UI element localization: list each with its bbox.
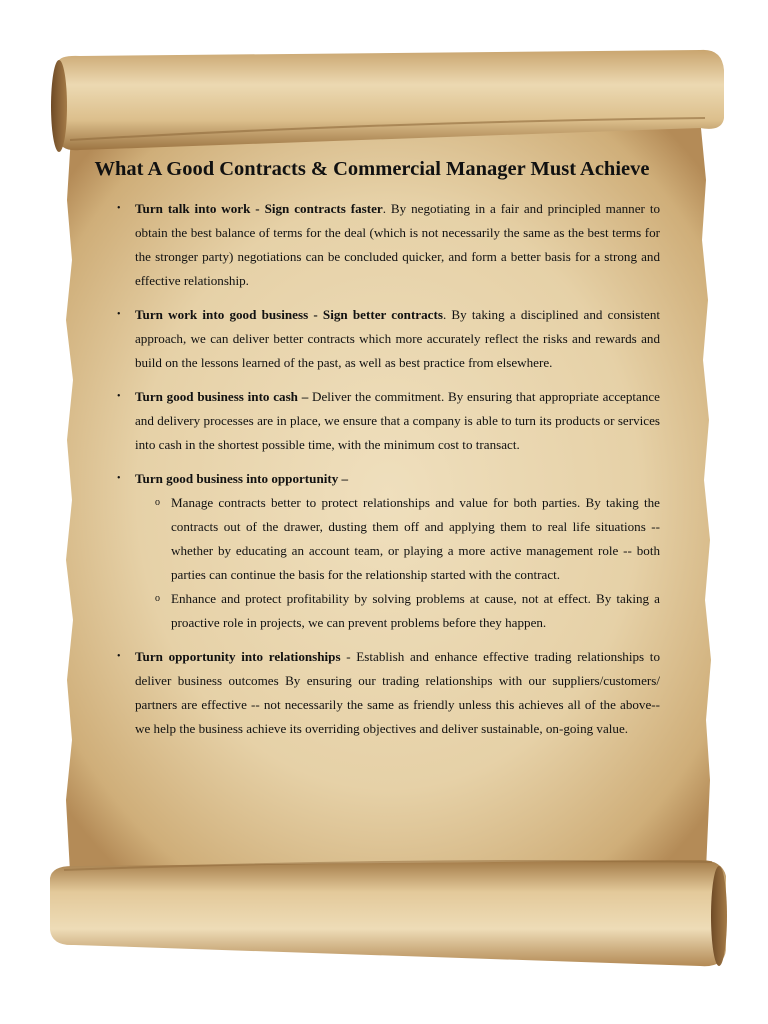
achievement-list xyxy=(84,197,660,741)
item-heading: Turn opportunity into relationships xyxy=(135,649,341,664)
sub-list xyxy=(135,491,660,635)
list-item xyxy=(84,385,660,457)
item-text: . By taking a disciplined and consistent approach, we can deliver better contracts which more accurately reflect the risks and rewards and build on the lessons learned of the past, as well as best practice from elsewhere. xyxy=(135,307,661,370)
item-text: . By negotiating in a fair and principled manner to obtain the best balance of terms for the deal (which is not necessarily the same as the best terms for the stronger party) negotiations can be concluded quicker, and form a better basis for a strong and effective relationship. xyxy=(135,201,660,288)
sub-list-item: o Manage contracts better to protect relationships and value for both parties. By taking the contracts out of the drawer, dusting them off and applying them to real life situations -- whether by educating an account team, or playing a more active management role -- both parties can continue the basis for the relationship started with the contract. xyxy=(135,491,660,587)
item-heading: Turn work into good business - Sign better contracts xyxy=(135,307,443,322)
item-text: Deliver the commitment. By ensuring that appropriate acceptance and delivery processes are in place, we ensure that a company is able to turn its products or services into cash in the shortest possible time, with the minimum cost to transact. xyxy=(135,389,660,452)
list-item xyxy=(84,645,660,741)
item-heading: Turn good business into opportunity – xyxy=(135,471,349,486)
list-item xyxy=(84,303,660,375)
list-item xyxy=(84,197,660,293)
item-text: - Establish and enhance effective trading relationships to deliver business outcomes By ensuring our trading relationships with our suppliers/customers/ partners are effective -- not necessarily the same as friendly unless this achieves all of the above-- we help the business achieve its overriding objectives and deliver sustainable, on-going value. xyxy=(135,649,660,736)
document-title: What A Good Contracts & Commercial Manager Must Achieve xyxy=(94,158,650,180)
list-item xyxy=(84,467,660,635)
sub-list-item: o Enhance and protect profitability by solving problems at cause, not at effect. By taking a proactive role in projects, we can prevent problems before they happen. xyxy=(135,587,660,635)
item-heading: Turn talk into work - Sign contracts faster xyxy=(135,201,383,216)
document-body xyxy=(84,158,660,751)
bottom-roll xyxy=(50,860,727,966)
item-heading: Turn good business into cash – xyxy=(135,389,309,404)
